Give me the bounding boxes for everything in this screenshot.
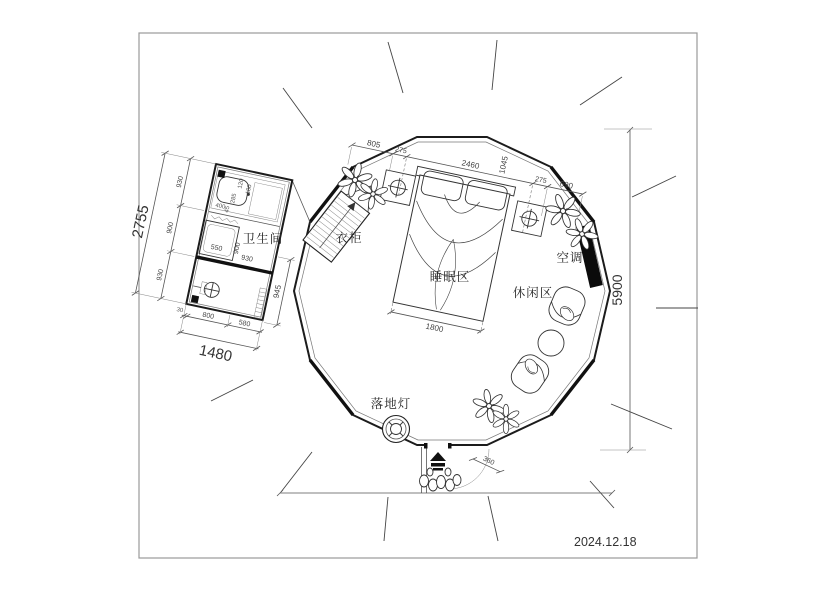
dim-275-a: 275 [394, 146, 408, 156]
dim-bath-285: 285 [230, 193, 239, 205]
dim-900: 900 [166, 221, 176, 235]
label-sleeping-area: 睡眠区 [429, 270, 471, 284]
dim-930-b: 930 [156, 268, 166, 282]
dim-2755: 2755 [129, 203, 153, 240]
dim-bath-930i: 930 [240, 254, 254, 264]
door-opening [427, 442, 449, 448]
dim-bath-550: 550 [210, 243, 223, 254]
drawing-date: 2024.12.18 [574, 535, 637, 549]
floor-lamp-symbol [383, 416, 410, 443]
dim-1480: 1480 [197, 341, 234, 366]
label-wardrobe: 衣柜 [335, 231, 363, 245]
dim-bath-180: 180 [245, 183, 254, 196]
dim-945: 945 [271, 284, 284, 300]
dim-275-b: 275 [534, 175, 548, 186]
dim-1045: 1045 [497, 155, 510, 175]
label-air-conditioner: 空调 [556, 251, 584, 265]
dim-360: 360 [481, 455, 496, 467]
dim-5900: 5900 [609, 274, 625, 306]
label-leisure-area: 休闲区 [512, 286, 554, 300]
dim-800: 800 [201, 311, 215, 321]
dim-bath-400: 400 [214, 202, 226, 211]
label-bathroom: 卫生间 [242, 232, 284, 246]
label-floor-lamp: 落地灯 [370, 397, 412, 411]
dim-1800: 1800 [424, 321, 445, 335]
dim-930-a: 930 [175, 175, 186, 189]
dim-805: 805 [366, 138, 382, 150]
dim-bath-900i: 900 [232, 241, 243, 255]
dim-bath-120: 120 [237, 178, 246, 190]
dim-690: 690 [558, 179, 574, 191]
dim-2460: 2460 [460, 158, 481, 171]
dim-30: 30 [175, 307, 184, 315]
dim-580: 580 [237, 319, 251, 329]
dim-bath-45: 45 [224, 205, 232, 214]
